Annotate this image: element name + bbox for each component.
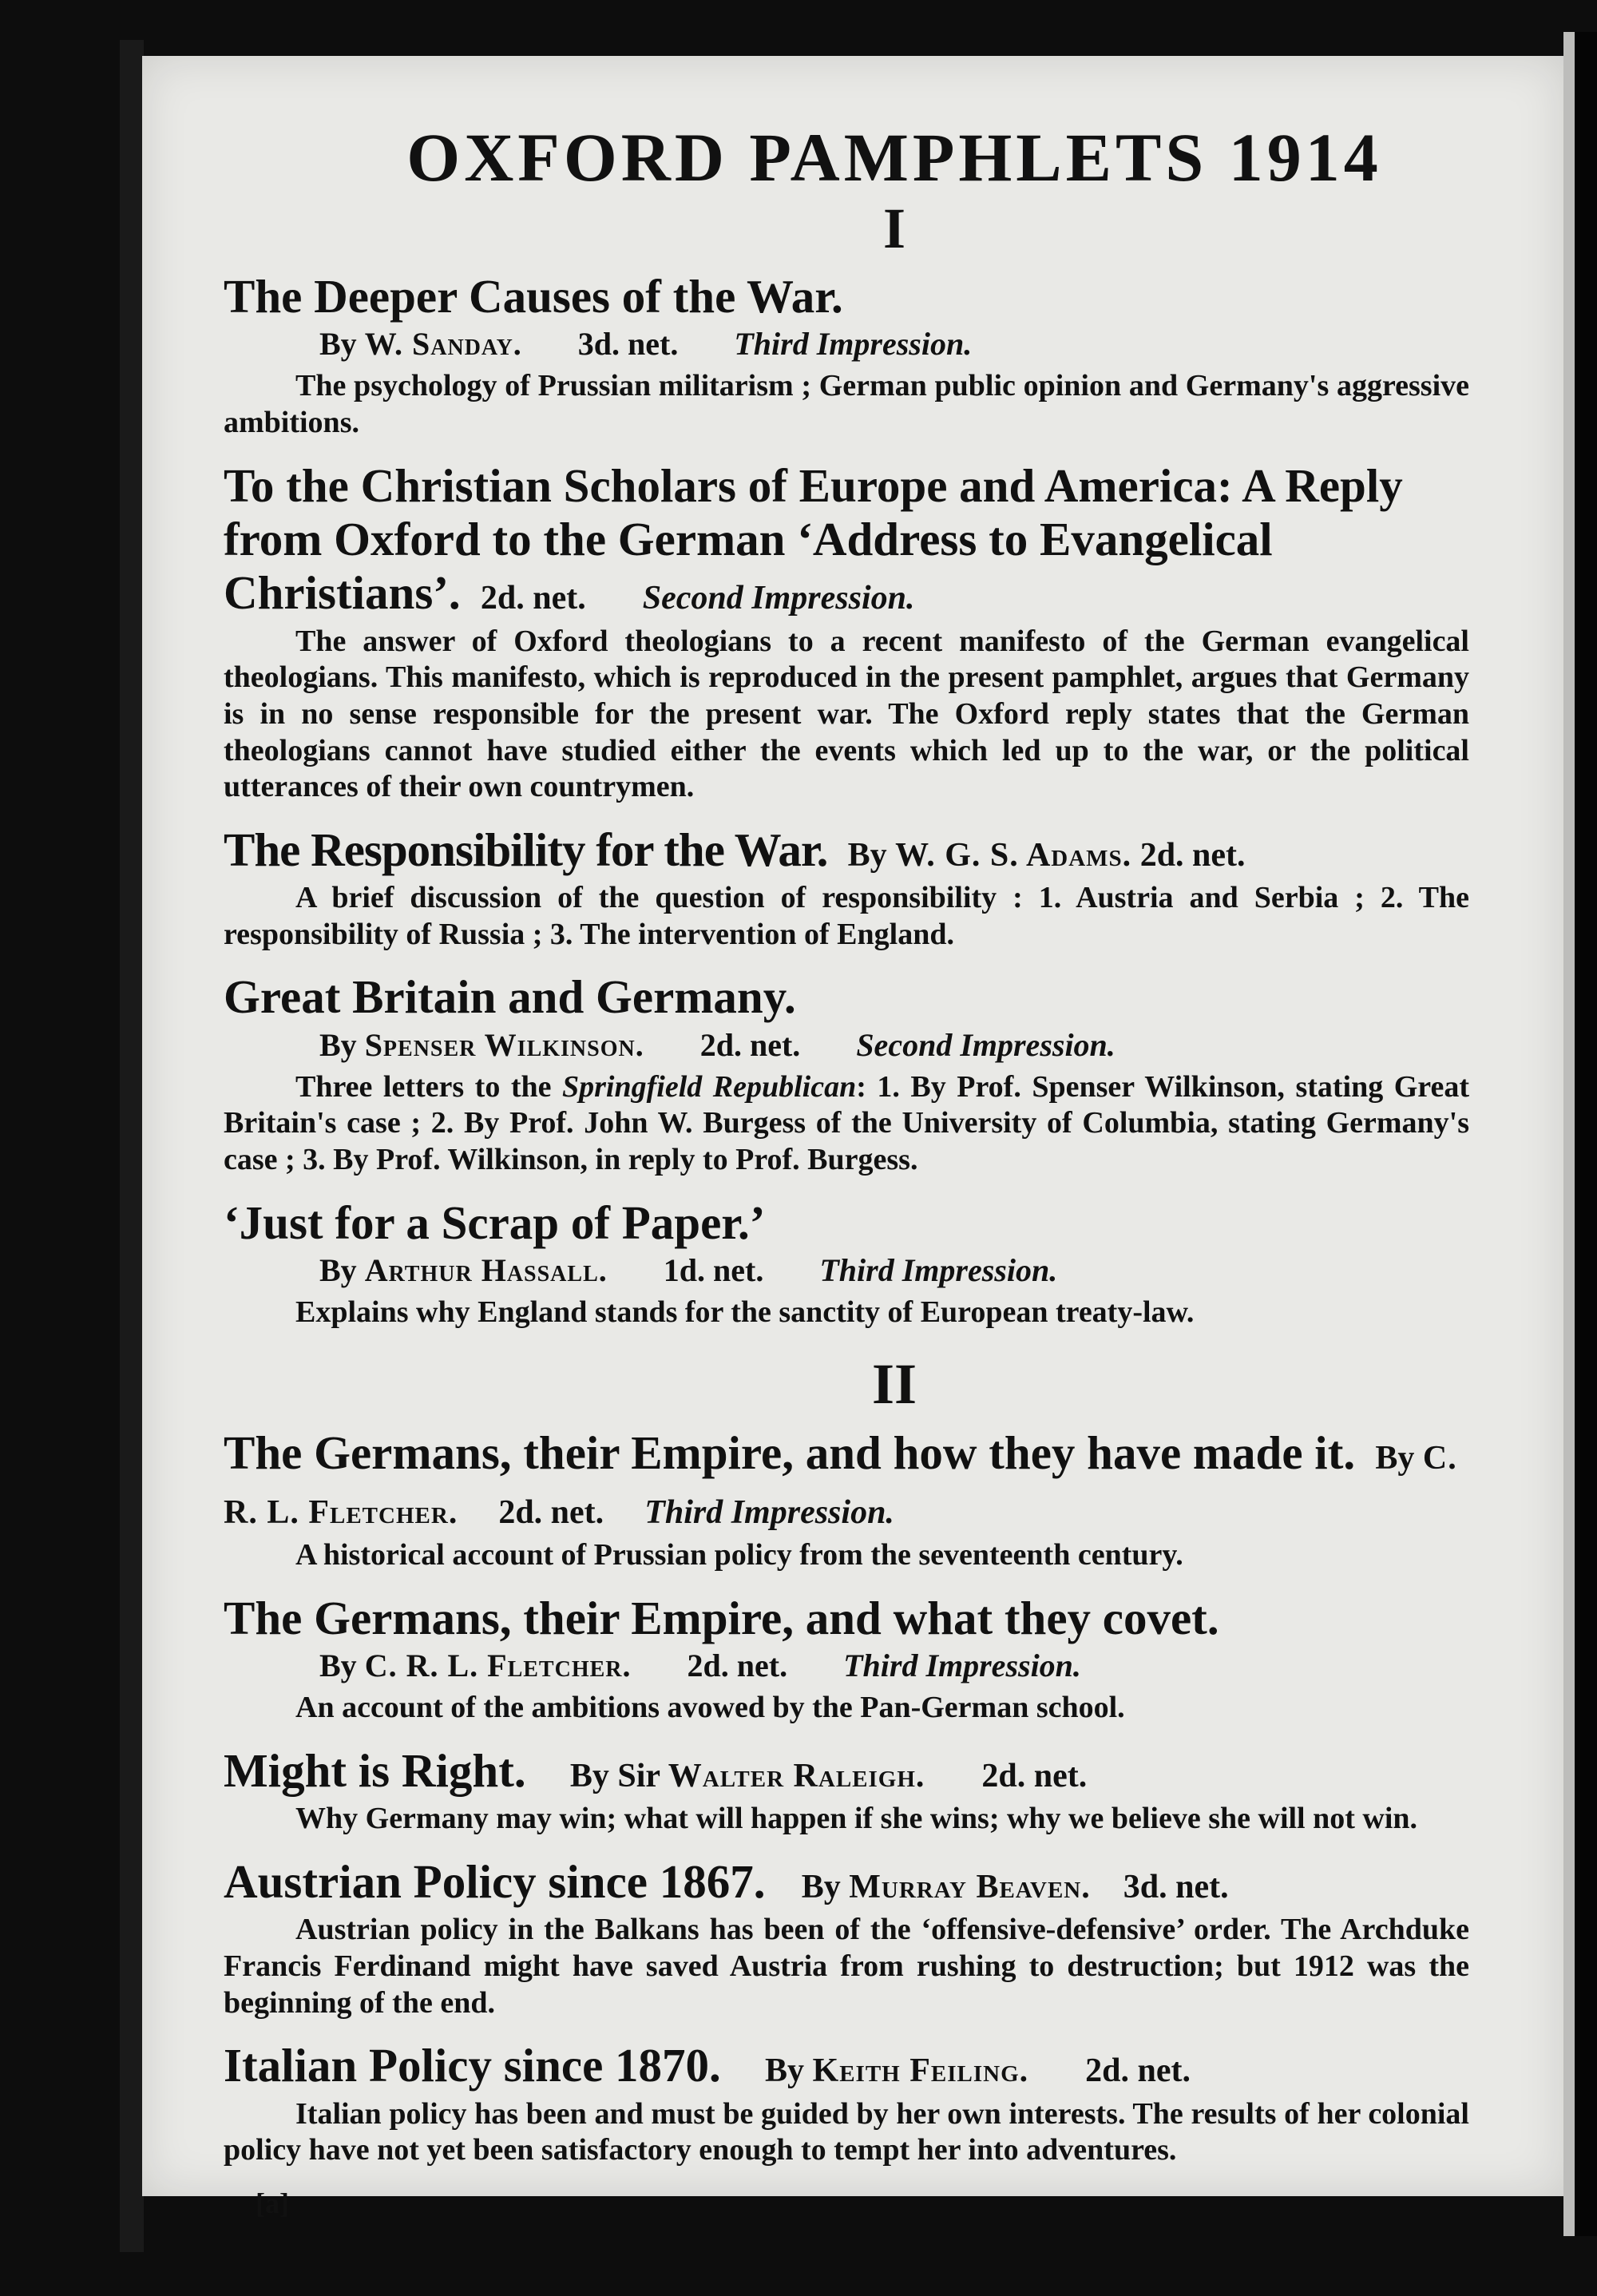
byline-prefix: By [319, 326, 357, 363]
price: 3d. net. [1123, 1868, 1229, 1905]
author-name: Murray Beaven. [849, 1868, 1091, 1905]
pamphlet-byline [224, 1250, 1469, 1291]
pamphlet-description: The answer of Oxford theologians to a recent manifesto of the German evangelical theologians. This manifesto, which is reproduced in the present pamphlet, argues that Germany is in no sense responsible for the present war. The Oxford reply states that the German theologians cannot have studied either the events which led up to the war, or the political utterances of their own countrymen. [224, 624, 1469, 804]
pamphlet-entry [224, 459, 1469, 806]
newspaper-name: Springfield Republican [562, 1069, 857, 1104]
pamphlet-entry [224, 1592, 1469, 1727]
price: 2d. net. [687, 1647, 788, 1683]
impression: Third Impression. [734, 326, 973, 363]
pamphlet-title-text: Italian Policy since 1870. [224, 2039, 721, 2092]
pamphlet-entry [224, 1426, 1469, 1574]
byline-prefix: By [801, 1868, 841, 1905]
pamphlet-title: The Germans, their Empire, and what they covet. [224, 1591, 1219, 1644]
pamphlet-description: The psychology of Prussian militarism ; German public opinion and Germany's aggressive ambitions. [224, 369, 1469, 440]
price: 2d. net. [981, 1757, 1088, 1794]
pamphlet-description: Explains why England stands for the sanctity of European treaty-law. [295, 1295, 1195, 1329]
pamphlet-entry [224, 270, 1469, 441]
scan-border-left [120, 40, 144, 2252]
pamphlet-title: ‘Just for a Scrap of Paper.’ [224, 1196, 766, 1249]
page-edge-right [1563, 32, 1575, 2236]
author-name: C. R. L. Fletcher. [224, 1439, 1457, 1531]
price: 2d. net. [480, 580, 586, 617]
price: 1d. net. [663, 1251, 764, 1288]
pamphlet-description: A historical account of Prussian policy from the seventeenth century. [295, 1538, 1183, 1572]
price: 2d. net. [1139, 836, 1246, 874]
pamphlet-title [224, 1744, 1469, 1798]
author-name: Arthur Hassall. [364, 1251, 608, 1288]
pamphlet-title [224, 1855, 1469, 1909]
section-number-two: II [871, 1352, 917, 1417]
pamphlet-description [224, 1069, 1469, 1179]
author-name: Walter Raleigh. [668, 1757, 925, 1794]
pamphlet-entry [224, 2039, 1469, 2169]
pamphlet-title: Great Britain and Germany. [224, 970, 796, 1024]
pamphlet-title-text: The Responsibility for the War. [224, 823, 828, 876]
byline-prefix: By [319, 1251, 357, 1288]
byline-prefix: By [1375, 1439, 1415, 1477]
price: 2d. net. [1085, 2052, 1191, 2090]
pamphlet-title-text: Austrian Policy since 1867. [224, 1854, 766, 1908]
price: 3d. net. [577, 326, 679, 363]
impression: Second Impression. [642, 580, 915, 617]
pamphlet-title [224, 823, 1469, 878]
byline-prefix: By [847, 836, 887, 874]
author-name: Spenser Wilkinson. [364, 1026, 644, 1063]
price: 2d. net. [699, 1026, 801, 1063]
pamphlet-description: Why Germany may win; what will happen if she wins; why we believe she will not win. [295, 1802, 1418, 1836]
impression: Third Impression. [819, 1251, 1058, 1288]
pamphlet-entry [224, 1744, 1469, 1838]
author-name: W. Sanday. [364, 326, 522, 363]
price: 2d. net. [498, 1493, 604, 1531]
pamphlet-description: An account of the ambitions avowed by the Pan-German school. [295, 1690, 1125, 1724]
pamphlet-description: Austrian policy in the Balkans has been of the ‘offensive-defensive’ order. The Archduke Francis Ferdinand might have saved Austria from rushing to destruction; but 1912 was the beginning of the end. [224, 1913, 1469, 2020]
author-name: W. G. S. Adams. [895, 836, 1132, 874]
impression: Third Impression. [843, 1647, 1081, 1683]
byline-prefix: By [765, 2052, 805, 2090]
impression: Third Impression. [644, 1493, 894, 1531]
pamphlet-byline [224, 1025, 1469, 1066]
pamphlet-title: The Deeper Causes of the War. [224, 270, 843, 323]
pamphlet-title-text: The Germans, their Empire, and how they have made it. [224, 1426, 1356, 1479]
page-content [224, 120, 1469, 2220]
pamphlet-byline [224, 323, 1469, 365]
byline-prefix: By [319, 1647, 357, 1683]
author-name: C. R. L. Fletcher. [364, 1647, 632, 1683]
section-number-one: I [882, 196, 906, 260]
pamphlet-entry [224, 970, 1469, 1178]
description-text: Three letters to the [295, 1069, 562, 1104]
pamphlet-description: A brief discussion of the question of responsibility : 1. Austria and Serbia ; 2. The responsibility of Russia ; 3. The intervention of England. [224, 881, 1469, 951]
byline-prefix: By Sir [569, 1757, 660, 1794]
scan-border-right [1575, 32, 1597, 2236]
author-name: Keith Feiling. [812, 2052, 1029, 2090]
byline-prefix: By [319, 1026, 357, 1063]
pamphlet-description: Italian policy has been and must be guided by her own interests. The results of her colonial policy have not yet been satisfactory enough to tempt her into adventures. [224, 2096, 1469, 2167]
pamphlet-title [224, 1426, 1469, 1534]
impression: Second Impression. [856, 1026, 1116, 1063]
pamphlet-entry [224, 1855, 1469, 2021]
pamphlet-entry [224, 1196, 1469, 1331]
description-text: : 1. By Prof. Spenser Wilkinson, stating Great Britain's case ; 2. By Prof. John W. Burgess of the University of Columbia, stating Germany's case ; 3. By Prof. Wilkinson, in reply to Prof. Burgess. [224, 1069, 1469, 1176]
pamphlet-title-text: Might is Right. [224, 1743, 526, 1797]
pamphlet-byline [224, 1645, 1469, 1687]
pamphlet-title-text: To the Christian Scholars of Europe and America: A Reply from Oxford to the German ‘Address to Evangelical Christians’. [224, 458, 1403, 620]
pamphlet-entry [224, 823, 1469, 954]
masthead-title: OXFORD PAMPHLETS 1914 [406, 119, 1382, 196]
pamphlet-title [224, 2039, 1469, 2093]
signature-mark: [a] [256, 2187, 289, 2219]
pamphlet-title [224, 459, 1469, 621]
